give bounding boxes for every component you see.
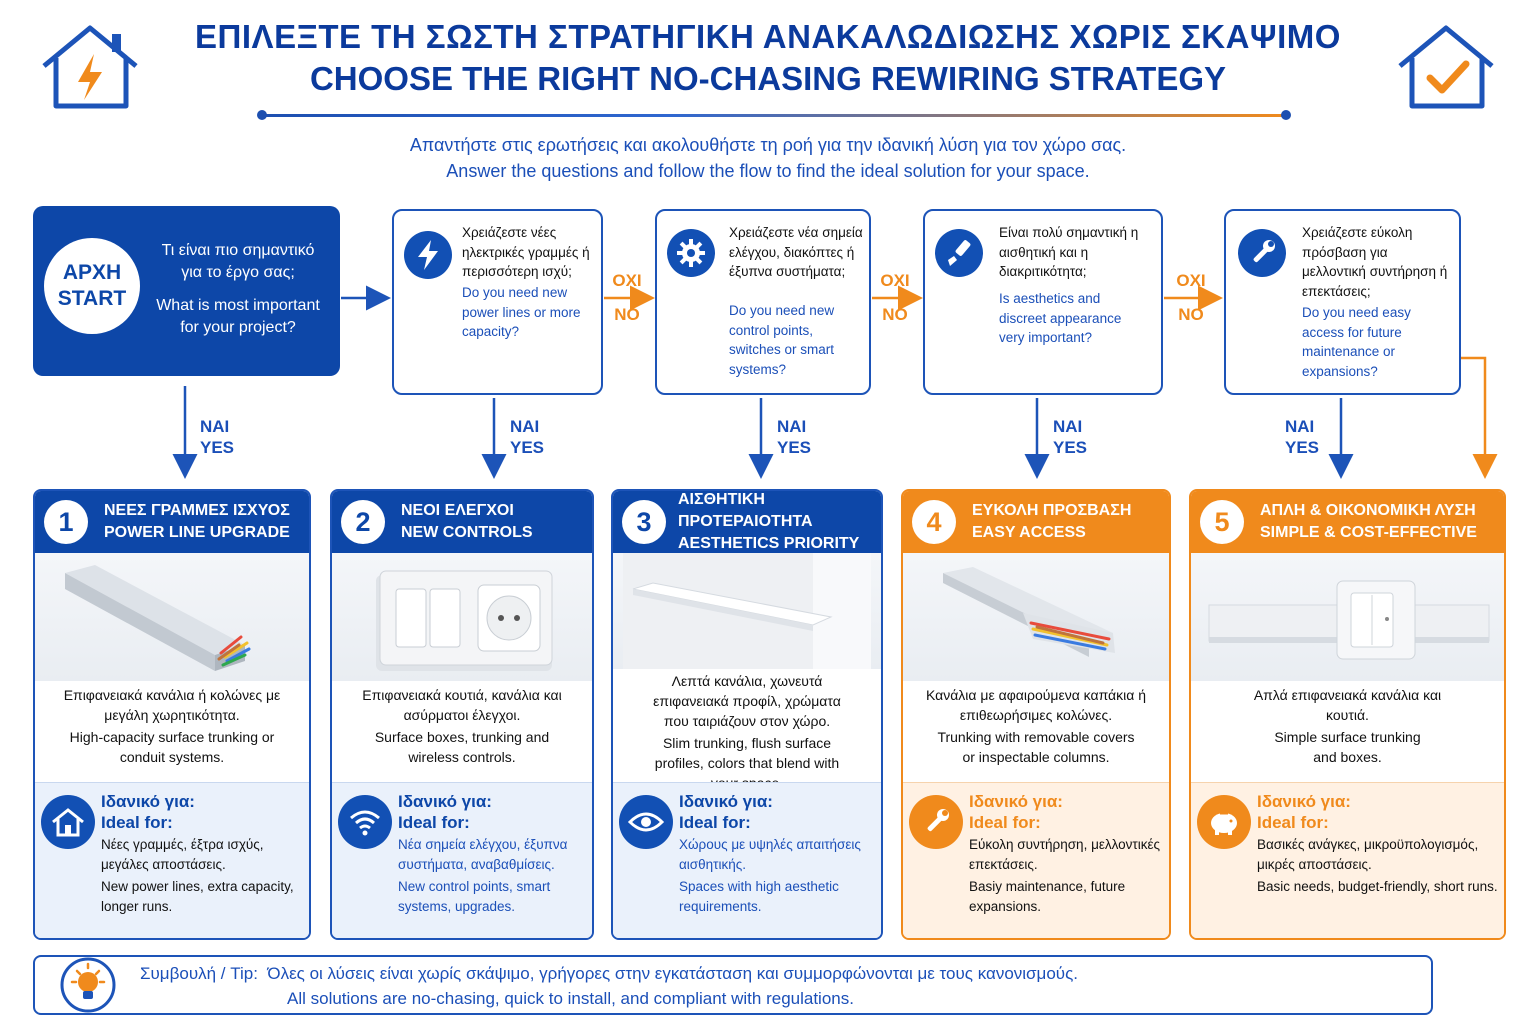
switch-and-socket-box-image — [332, 553, 592, 681]
question-1-greek: Χρειάζεστε νέες ηλεκτρικές γραμμές ή περισσότερη ισχύ; — [462, 225, 590, 279]
card-number: 2 — [341, 500, 385, 544]
start-label-english: START — [57, 287, 127, 310]
tip-label: Συμβουλή / Tip: — [140, 964, 258, 983]
trunking-removable-cover-image — [903, 553, 1169, 681]
ideal-for-section — [35, 782, 309, 938]
card-number: 3 — [622, 500, 666, 544]
card-description: Κανάλια με αφαιρούμενα καπάκια ή επιθεωρήσιμες κολώνες. Trunking with removable covers or inspectable columns. — [925, 687, 1147, 765]
ideal-for-text: Νέα σημεία ελέγχου, έξυπνα συστήματα, αναβαθμίσεις. New control points, smart systems, upgrades. — [398, 837, 568, 914]
solution-card-5 — [1189, 489, 1506, 940]
ideal-for-text: Νέες γραμμές, έξτρα ισχύς, μεγάλες αποστάσεις. New power lines, extra capacity, longer runs. — [101, 837, 294, 914]
ideal-for-text: Χώρους με υψηλές απαιτήσεις αισθητικής. Spaces with high aesthetic requirements. — [679, 837, 861, 914]
slim-flush-profile-image — [613, 553, 881, 669]
lightbulb-icon — [58, 955, 118, 1015]
solution-card-3 — [611, 489, 883, 940]
card-title: ΝΕΟΙ ΕΛΕΓΧΟΙ NEW CONTROLS — [401, 502, 533, 541]
solution-card-2 — [330, 489, 594, 940]
card-title: ΕΥΚΟΛΗ ΠΡΟΣΒΑΣΗ EASY ACCESS — [972, 502, 1132, 541]
card-description: Απλά επιφανειακά κανάλια και κουτιά. Simple surface trunking and boxes. — [1253, 687, 1442, 765]
ideal-for-heading: Ιδανικό για: Ideal for: — [679, 792, 773, 832]
ideal-for-section — [613, 782, 881, 938]
arrow-q4-no-to-card5 — [1461, 358, 1485, 474]
lightning-icon — [404, 231, 452, 279]
eye-icon — [619, 795, 673, 849]
page-title-english: CHOOSE THE RIGHT NO-CHASING REWIRING STRATEGY — [309, 60, 1227, 97]
yes-label-5: ΝΑΙ YES — [1285, 417, 1320, 457]
question-2-greek: Χρειάζεστε νέα σημεία ελέγχου, διακόπτες ή έξυπνα συστήματα; — [729, 225, 863, 279]
tip-text-greek: Όλες οι λύσεις είναι χωρίς σκάψιμο, γρήγορες στην εγκατάσταση και συμμορφώνονται με τους κανονισμούς. — [267, 964, 1079, 983]
ideal-for-heading: Ιδανικό για: Ideal for: — [969, 792, 1063, 832]
question-box-4 — [1224, 209, 1461, 395]
yes-label-4: ΝΑΙ YES — [1053, 417, 1088, 457]
card-title: ΑΠΛΗ & ΟΙΚΟΝΟΜΙΚΗ ΛΥΣΗ SIMPLE & COST-EFFECTIVE — [1260, 502, 1477, 541]
card-header — [35, 491, 309, 553]
no-label-3: ΟΧΙ NO — [1176, 271, 1206, 324]
simple-trunking-and-box-image — [1191, 553, 1504, 681]
tip-text — [140, 961, 1078, 1011]
question-box-1 — [392, 209, 603, 395]
ideal-for-heading: Ιδανικό για: Ideal for: — [1257, 792, 1351, 832]
question-box-3 — [923, 209, 1163, 395]
card-title: ΑΙΣΘΗΤΙΚΗ ΠΡΟΤΕΡΑΙΟΤΗΤΑ AESTHETICS PRIORITY — [678, 491, 860, 552]
card-header — [613, 491, 881, 553]
question-2-english: Do you need new control points, switches or smart systems? — [729, 303, 835, 377]
question-3-english: Is aesthetics and discreet appearance very important? — [999, 291, 1122, 345]
question-box-2 — [655, 209, 871, 395]
card-header — [903, 491, 1169, 553]
card-description: Λεπτά κανάλια, χωνευτά επιφανειακά προφίλ, χρώματα που ταιριάζουν στον χώρο. Slim trunking, flush surface profiles, colors that blend with — [653, 673, 841, 771]
card-number: 4 — [912, 500, 956, 544]
ideal-for-section — [332, 782, 592, 938]
ideal-for-heading: Ιδανικό για: Ideal for: — [101, 792, 195, 832]
card-header — [1191, 491, 1504, 553]
card-header — [332, 491, 592, 553]
start-label-greek: ΑΡΧΗ — [62, 261, 122, 284]
start-question-english: What is most important for your project? — [156, 297, 320, 336]
ideal-for-text: Βασικές ανάγκες, μικροϋπολογισμός, μικρές αποστάσεις. Basic needs, budget-friendly, short runs. — [1257, 837, 1498, 894]
card-number: 1 — [44, 500, 88, 544]
wrench-icon — [909, 795, 963, 849]
question-1-english: Do you need new power lines or more capacity? — [462, 285, 581, 339]
wifi-icon — [338, 795, 392, 849]
question-4-greek: Χρειάζεστε εύκολη πρόσβαση για μελλοντική συντήρηση ή επεκτάσεις; — [1302, 225, 1448, 299]
yes-label-1: ΝΑΙ YES — [200, 417, 235, 457]
question-3-greek: Είναι πολύ σημαντική η αισθητική και η διακριτικότητα; — [999, 225, 1139, 279]
card-description: Επιφανειακά κανάλια ή κολώνες με μεγάλη χωρητικότητα. High-capacity surface trunking or conduit systems. — [63, 687, 281, 765]
card-number: 5 — [1200, 500, 1244, 544]
brush-icon — [935, 229, 983, 277]
yes-label-3: ΝΑΙ YES — [777, 417, 812, 457]
tip-text-english: All solutions are no-chasing, quick to install, and compliant with regulations. — [287, 989, 854, 1008]
wrench-icon — [1238, 229, 1286, 277]
surface-trunking-with-wires-image — [35, 553, 309, 681]
no-label-2: ΟΧΙ NO — [880, 271, 910, 324]
ideal-for-heading: Ιδανικό για: Ideal for: — [398, 792, 492, 832]
gear-icon — [667, 229, 715, 277]
card-title: ΝΕΕΣ ΓΡΑΜΜΕΣ ΙΣΧΥΟΣ POWER LINE UPGRADE — [104, 502, 290, 541]
ideal-for-section — [1191, 782, 1504, 938]
card-description: Επιφανειακά κουτιά, κανάλια και ασύρματοι έλεγχοι. Surface boxes, trunking and wireless controls. — [362, 687, 562, 765]
house-icon — [41, 795, 95, 849]
ideal-for-text: Εύκολη συντήρηση, μελλοντικές επεκτάσεις. Basiy maintenance, future expansions. — [969, 837, 1161, 914]
solution-card-1 — [33, 489, 311, 940]
subtitle-english: Answer the questions and follow the flow to find the ideal solution for your space. — [446, 161, 1090, 181]
no-label-1: ΟΧΙ NO — [612, 271, 642, 324]
page-title-greek: ΕΠΙΛΕΞΤΕ ΤΗ ΣΩΣΤΗ ΣΤΡΑΤΗΓΙΚΗ ΑΝΑΚΑΛΩΔΙΩΣΗΣ ΧΩΡΙΣ ΣΚΑΨΙΜΟ — [195, 18, 1341, 55]
yes-label-2: ΝΑΙ YES — [510, 417, 545, 457]
ideal-for-section — [903, 782, 1169, 938]
start-question-greek: Τι είναι πιο σημαντικό για το έργο σας; — [161, 242, 315, 281]
question-4-english: Do you need easy access for future maintenance or expansions? — [1302, 305, 1411, 379]
piggy-bank-icon — [1197, 795, 1251, 849]
solution-card-4 — [901, 489, 1171, 940]
subtitle-greek: Απαντήστε στις ερωτήσεις και ακολουθήστε τη ροή για την ιδανική λύση για τον χώρο σας. — [409, 135, 1127, 155]
